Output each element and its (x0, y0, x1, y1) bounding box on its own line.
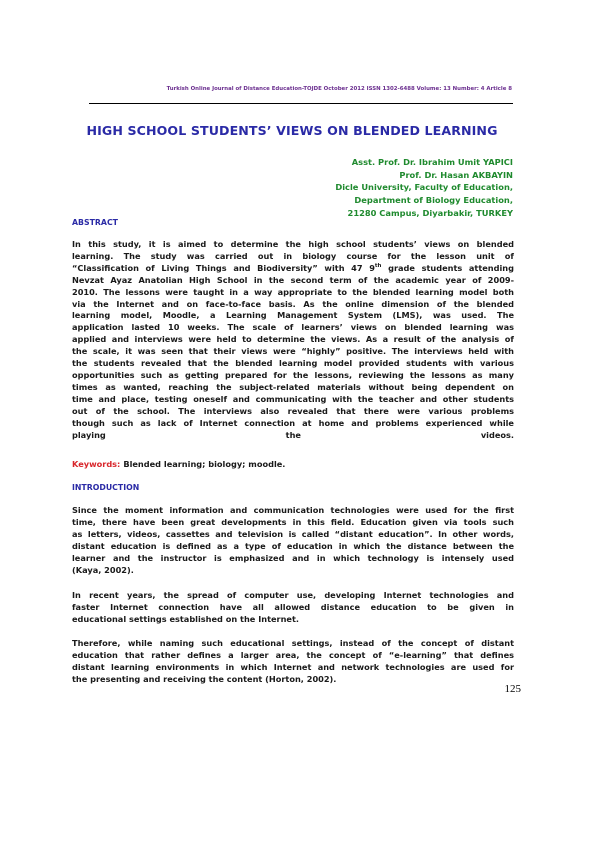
keywords-label: Keywords: (72, 459, 121, 469)
abstract-heading: ABSTRACT (72, 218, 118, 227)
intro-paragraph-2 (72, 590, 514, 626)
abstract-line: via the Internet and on face-to-face basis. As the online dimension of the blended (72, 298, 514, 309)
author-line: Prof. Dr. Hasan AKBAYIN (399, 169, 513, 180)
abstract-line: Nevzat Ayaz Anatolian High School in the second term of the academic year of 2009- (72, 274, 514, 285)
abstract-text (72, 239, 514, 441)
affiliation-line: 21280 Campus, Diyarbakir, TURKEY (347, 207, 513, 218)
intro-line: learner and the instructor is emphasized and in which technology is intensely used (72, 552, 514, 563)
abstract-line: times as wanted, reaching the subject-related materials without being dependent on (72, 381, 514, 392)
abstract-line: learning model, Moodle, a Learning Management System (LMS), was used. The (72, 310, 514, 321)
abstract-line: though such as lack of Internet connection at home and problems experienced while (72, 417, 514, 428)
abstract-line: opportunities such as getting prepared for the lessons, reviewing the lessons as many (72, 369, 514, 380)
intro-line: faster Internet connection have all allowed distance education to be given in (72, 601, 514, 612)
abstract-line-part: “Classification of Living Things and Biodiversity” with 47 9 (72, 262, 375, 273)
affiliation-line: Dicle University, Faculty of Education, (335, 182, 513, 193)
paper-title: HIGH SCHOOL STUDENTS’ VIEWS ON BLENDED LEARNING (86, 123, 498, 138)
author-block (335, 156, 513, 220)
affiliation-line: Department of Biology Education, (354, 195, 513, 206)
abstract-line: out of the school. The interviews also revealed that there were various problems (72, 405, 514, 416)
author-line: Asst. Prof. Dr. Ibrahim Umit YAPICI (351, 157, 513, 167)
header-divider (89, 103, 513, 104)
intro-line: as letters, videos, cassettes and television is called “distant education”. In other words, (72, 528, 514, 539)
intro-line: distant learning environments in which Internet and network technologies are used for (72, 661, 514, 672)
intro-paragraph-3 (72, 638, 514, 686)
intro-line: educational settings established on the Internet. (72, 613, 299, 624)
abstract-line: the scale, it was seen that their views were “highly” positive. The interviews held with (72, 346, 514, 357)
intro-line: Since the moment information and communication technologies were used for the first (72, 505, 514, 515)
running-header: Turkish Online Journal of Distance Education-TOJDE October 2012 ISSN 1302-6488 Volume: 13 Number: 4 Article 8 (166, 86, 512, 92)
abstract-line (72, 263, 514, 275)
abstract-line: the students revealed that the blended learning model provided students with various (72, 358, 514, 369)
abstract-line: application lasted 10 weeks. The scale of learners’ views on blended learning was (72, 322, 514, 333)
keywords (72, 459, 285, 469)
page-number: 125 (504, 683, 521, 695)
abstract-line: applied and interviews were held to determine the views. As a result of the analysis of (72, 334, 514, 345)
intro-line: Therefore, while naming such educational settings, instead of the concept of distant (72, 638, 514, 648)
intro-paragraph-1 (72, 505, 514, 576)
intro-line: (Kaya, 2002). (72, 564, 134, 575)
abstract-line: playing the videos. (72, 429, 514, 440)
intro-line: distant education is defined as a type of education in which the distance between the (72, 540, 514, 551)
intro-line: time, there have been great developments in this field. Education given via tools such (72, 516, 514, 527)
introduction-heading: INTRODUCTION (72, 483, 140, 492)
intro-line: In recent years, the spread of computer use, developing Internet technologies and (72, 590, 514, 600)
abstract-line: 2010. The lessons were taught in a way appropriate to the blended learning model both (72, 286, 514, 297)
abstract-line: learning. The study was carried out in biology course for the lesson unit of (72, 250, 514, 261)
intro-line: education that rather defines a larger area, the concept of “e-learning” that defines (72, 649, 514, 660)
intro-line: the presenting and receiving the content (Horton, 2002). (72, 673, 337, 684)
superscript: th (374, 262, 382, 269)
abstract-line: time and place, testing oneself and communicating with the teacher and other students (72, 393, 514, 404)
abstract-line-part: grade students attending (381, 262, 514, 273)
keywords-text: Blended learning; biology; moodle. (123, 459, 286, 469)
abstract-line: In this study, it is aimed to determine the high school students’ views on blended (72, 239, 514, 249)
